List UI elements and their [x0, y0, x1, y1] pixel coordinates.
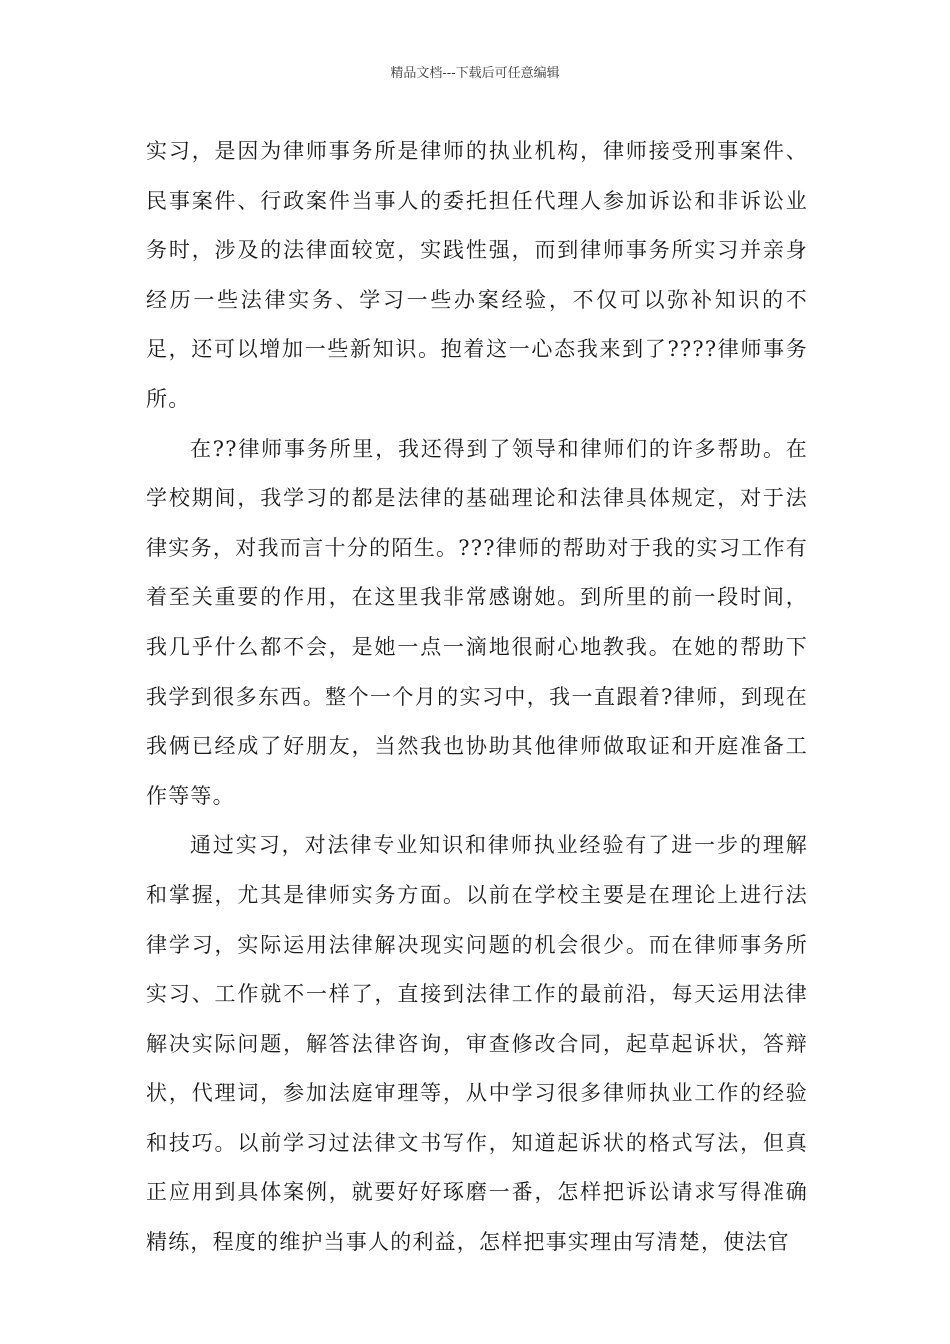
- paragraph-2: 在??律师事务所里，我还得到了领导和律师们的许多帮助。在学校期间，我学习的都是法律的基础理论和法律具体规定，对于法律实务，对我而言十分的陌生。???律师的帮助对于我的实习工作有着至关重要的作用，在这里我非常感谢她。到所里的前一段时间，我几乎什么都不会，是她一点一滴地很耐心地教我。在她的帮助下我学到很多东西。整个一个月的实习中，我一直跟着?律师，到现在我俩已经成了好朋友，当然我也协助其他律师做取证和开庭准备工作等等。: [146, 436, 808, 808]
- paragraph-1: 实习，是因为律师事务所是律师的执业机构，律师接受刑事案件、民事案件、行政案件当事人的委托担任代理人参加诉讼和非诉讼业务时，涉及的法律面较宽，实践性强，而到律师事务所实习并亲身经历一些法律实务、学习一些办案经验，不仅可以弥补知识的不足，还可以增加一些新知识。抱着这一心态我来到了????律师事务所。: [146, 139, 808, 411]
- page-header: 精品文档---下载后可任意编辑: [390, 66, 560, 81]
- document-body: [146, 127, 808, 1268]
- paragraph-3: 通过实习，对法律专业知识和律师执业经验有了进一步的理解和掌握，尤其是律师实务方面。以前在学校主要是在理论上进行法律学习，实际运用法律解决现实问题的机会很少。而在律师事务所实习、工作就不一样了，直接到法律工作的最前沿，每天运用法律解决实际问题，解答法律咨询，审查修改合同，起草起诉状，答辩状，代理词，参加法庭审理等，从中学习很多律师执业工作的经验和技巧。以前学习过法律文书写作，知道起诉状的格式写法，但真正应用到具体案例，就要好好琢磨一番，怎样把诉讼请求写得准确精练，程度的维护当事人的利益，怎样把事实理由写清楚，使法官: [146, 833, 808, 1255]
